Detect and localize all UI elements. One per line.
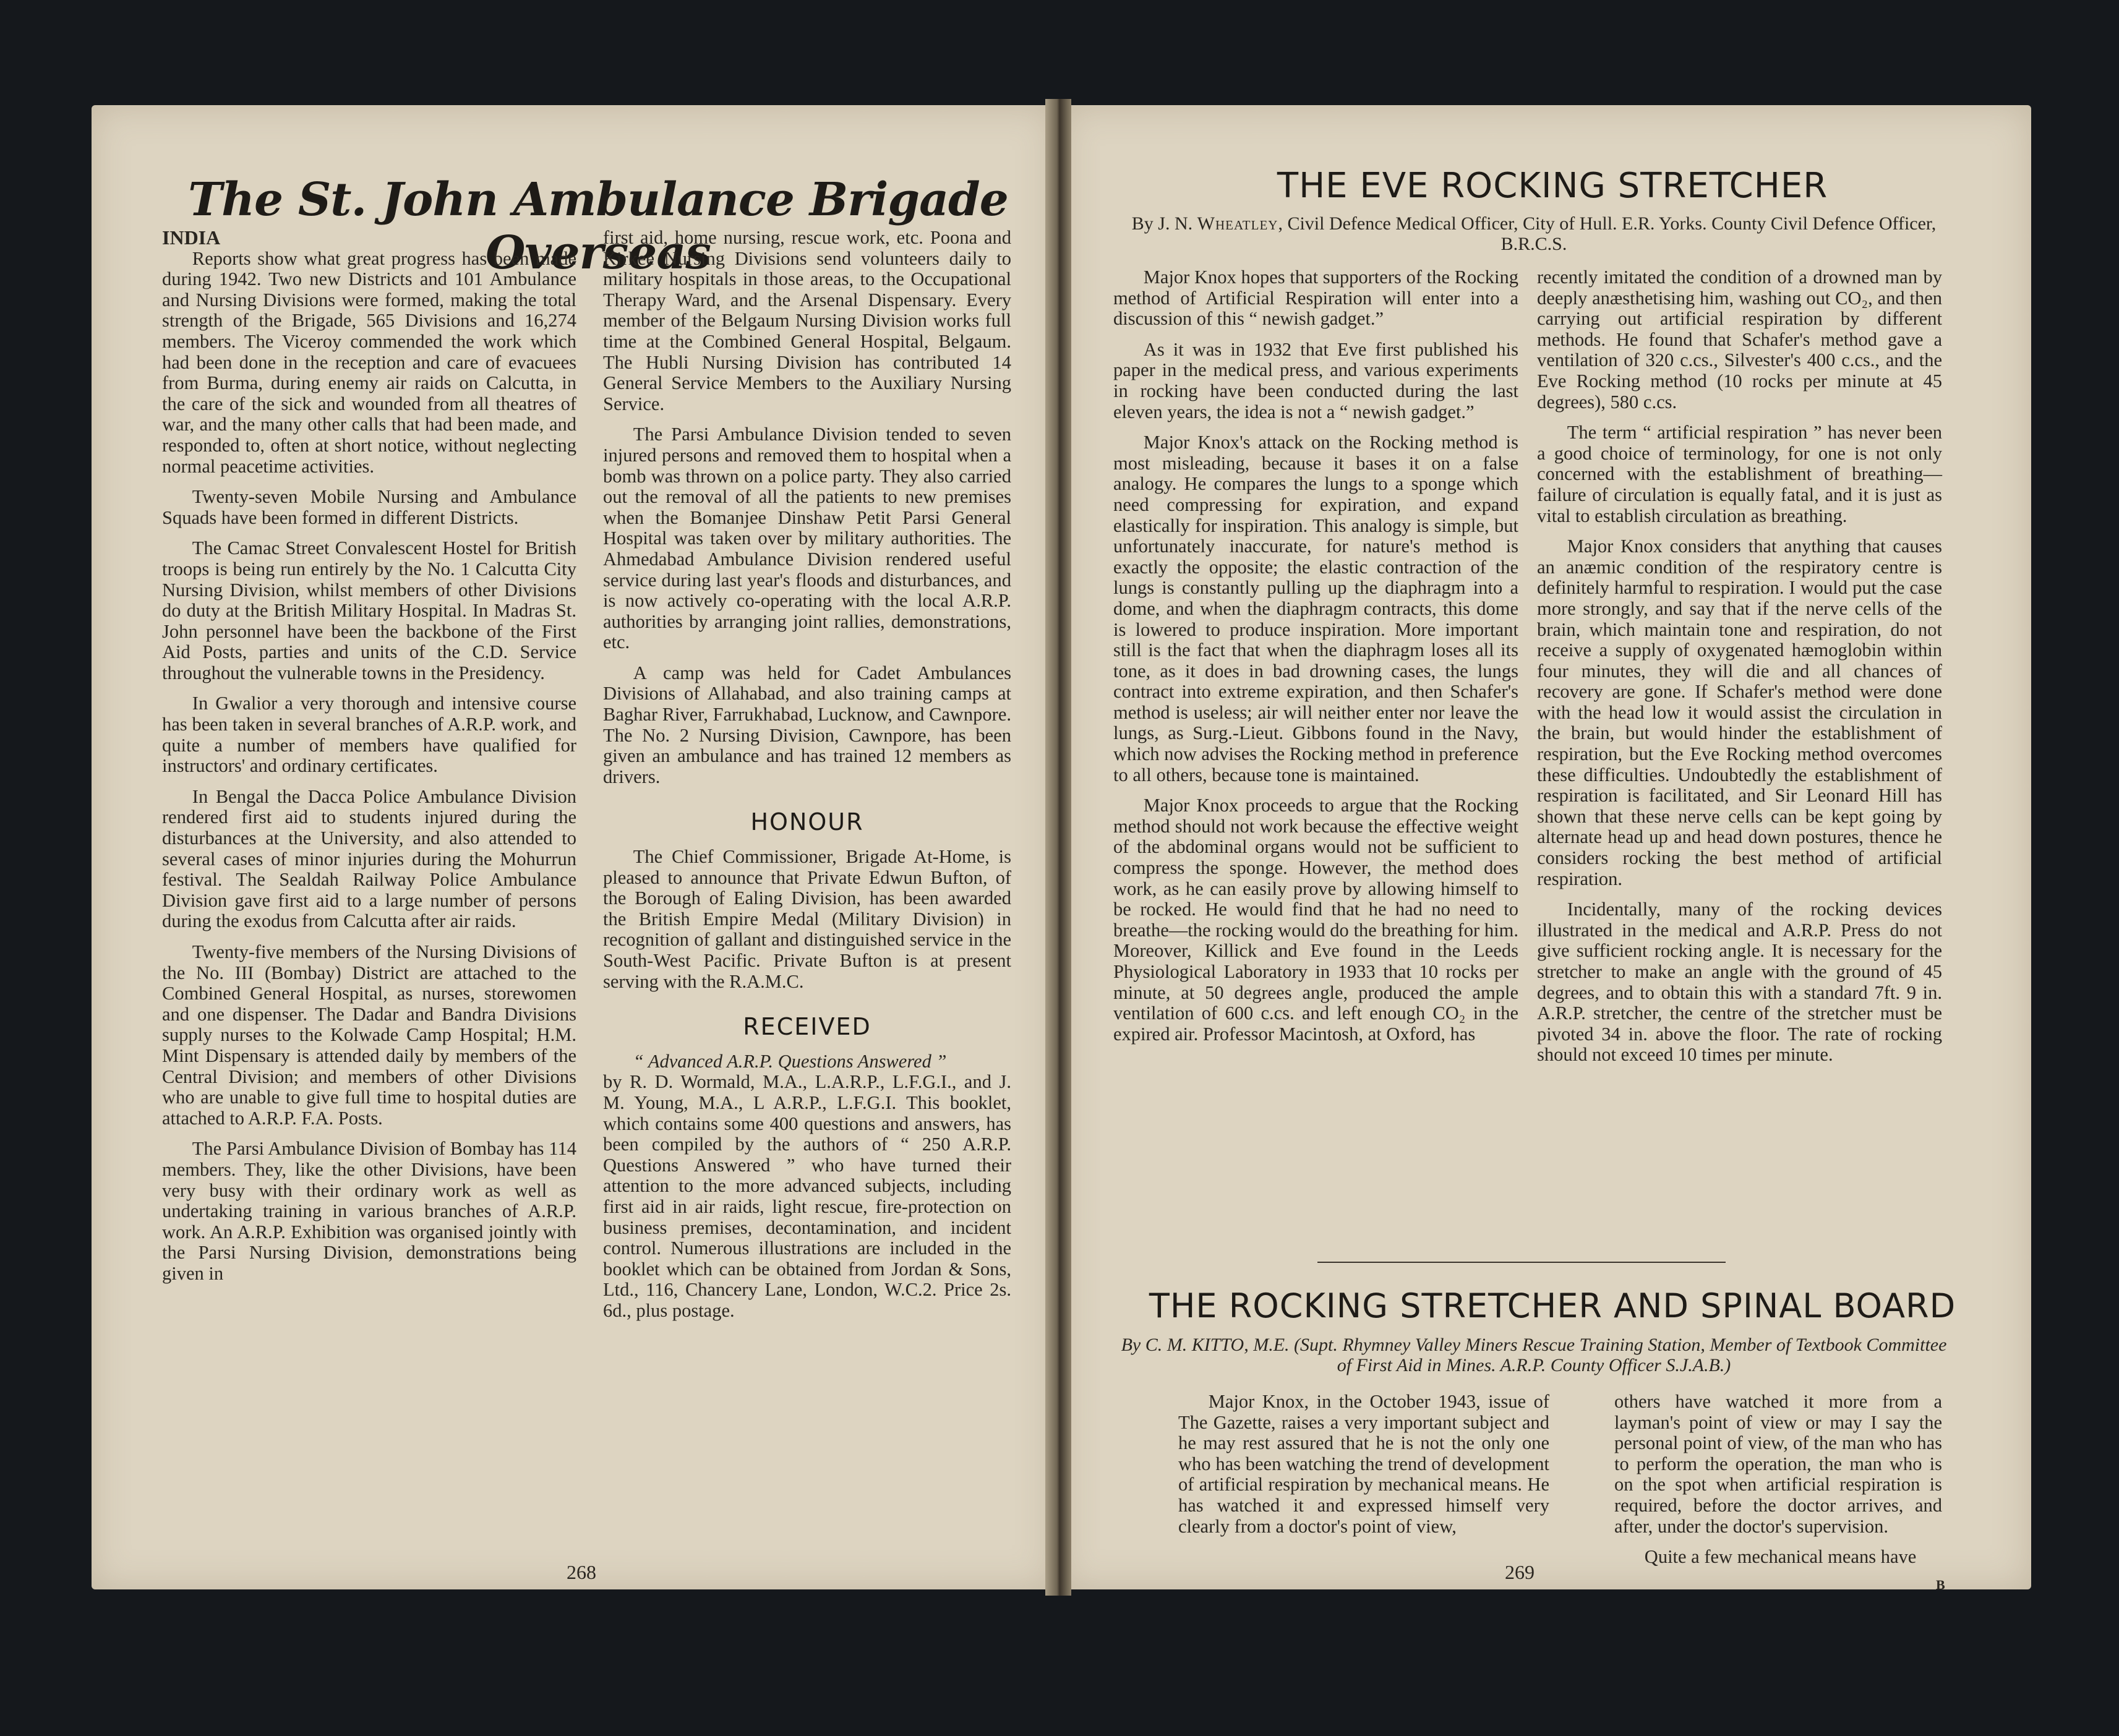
right-column-4 xyxy=(1614,1392,1942,1578)
article-title-2: THE ROCKING STRETCHER AND SPINAL BOARD xyxy=(1149,1286,1956,1325)
paragraph: recently imitated the condition of a drowned man by deeply anæsthetising him, washing out CO₂, and then carrying out artificial respiration by different methods. He found that Schafer's method gave a ventilation of 320 c.cs., Silvester's 400 c.cs., and the Eve Rocking method (10 rocks per minute at 45 degrees), 580 c.cs. xyxy=(1537,267,1942,413)
right-column-1 xyxy=(1113,267,1518,1054)
right-column-3 xyxy=(1178,1392,1549,1547)
left-column-1 xyxy=(162,228,576,1294)
paragraph: Major Knox, in the October 1943, issue of The Gazette, raises a very important subject and he may rest assured that he is not the only one who has been watching the trend of development of artificial respiration by mechanical means. He has watched it and expressed himself very clearly from a doctor's point of view, xyxy=(1178,1391,1549,1537)
article-title: THE EVE ROCKING STRETCHER xyxy=(1277,166,1828,206)
paragraph: The Camac Street Convalescent Hostel for British troops is being run entirely by the No. 1 Calcutta City Nursing Division, whilst members of other Divisions do duty at the British Military Hospital. In Madras St. John personnel have been the backbone of the First Aid Posts, parties and units of the C.D. Service throughout the vulnerable towns in the Presidency. xyxy=(162,537,576,683)
paragraph: first aid, home nursing, rescue work, etc. Poona and Kirkee Nursing Divisions send volunteers daily to military hospitals in those areas, to the Occupational Therapy Ward, and the Arsenal Dispensary. Every member of the Belgaum Nursing Division works full time at the Combined General Hospital, Belgaum. The Hubli Nursing Division has contributed 14 General Service Members to the Auxiliary Nursing Service. xyxy=(603,227,1011,414)
book-gutter xyxy=(1045,99,1071,1596)
paragraph: As it was in 1932 that Eve first published his paper in the medical press, and various experiments in rocking have been conducted during the last eleven years, the idea is not a “ newish gadget.” xyxy=(1113,338,1518,422)
article-byline xyxy=(1107,213,1961,254)
india-heading: INDIA xyxy=(162,226,221,249)
received-book-title: “ Advanced A.R.P. Questions Answered ” xyxy=(633,1050,947,1072)
paragraph: Twenty-five members of the Nursing Divisions of the No. III (Bombay) District are attached to the Combined General Hospital, as nurses, storewomen and one dispenser. The Dadar and Bandra Divisions supply nurses to the Kolwade Camp Hospital; H.M. Mint Dispensary is attended daily by members of the Central Division; and members of other Divisions who are unable to give full time to hospital duties are attached to A.R.P. F.A. Posts. xyxy=(162,941,576,1129)
paragraph: by R. D. Wormald, M.A., L.A.R.P., L.F.G.I., and J. M. Young, M.A., L A.R.P., L.F.G.I. This booklet, which contains some 400 questions and answers, has been compiled by the authors of “ 250 A.R.P. Questions Answered ” who have turned their attention to the more advanced subjects, including first aid in air raids, light rescue, fire-protection on business premises, decontamination, and incident control. Numerous illustrations are included in the booklet which can be obtained from Jordan & Sons, Ltd., 116, Chancery Lane, London, W.C.2. Price 2s. 6d., plus postage. xyxy=(603,1071,1011,1321)
signature-mark: B xyxy=(1936,1577,1945,1593)
paragraph: Twenty-seven Mobile Nursing and Ambulance Squads have been formed in different Districts. xyxy=(162,486,576,528)
paragraph: The Parsi Ambulance Division tended to seven injured persons and removed them to hospital when a bomb was thrown on a police party. They also carried out the removal of all the patients to new premises when the Bomanjee Dinshaw Petit Parsi General Hospital was taken over by military authorities. The Ahmedabad Ambulance Division rendered useful service during last year's floods and disturbances, and is now actively co-operating with the local A.R.P. authorities by arranging joint rallies, demonstrations, etc. xyxy=(603,424,1011,653)
paragraph: Major Knox hopes that supporters of the Rocking method of Artificial Respiration will enter into a discussion of this “ newish gadget.” xyxy=(1113,267,1518,330)
paragraph: The Parsi Ambulance Division of Bombay has 114 members. They, like the other Divisions, have been very busy with their ordinary work as well as undertaking training in various branches of A.R.P. work. An A.R.P. Exhibition was organised jointly with the Parsi Nursing Division, demonstrations being given in xyxy=(162,1138,576,1284)
received-heading: RECEIVED xyxy=(743,1013,871,1041)
paragraph: Quite a few mechanical means have xyxy=(1644,1546,1917,1568)
page-number-left: 268 xyxy=(567,1561,596,1583)
left-column-2 xyxy=(603,228,1011,1332)
byline-author: Wheatley xyxy=(1197,213,1278,234)
paragraph: Major Knox's attack on the Rocking method is most misleading, because it bases it on a false analogy. He compares the lungs to a sponge which need compressing for expiration, and expand elastically for inspiration. This analogy is simple, but unfortunately inaccurate, for nature's method is exactly the opposite; the elastic contraction of the lungs is constantly pulling up the diaphragm into a dome, and when the diaphragm contracts, this dome is lowered to produce inspiration. More important still is the fact that when the diaphragm loses all its tone, as it does in bad drowning cases, the lungs contract into extreme expiration, and then Schafer's method is useless; air will neither enter nor leave the lungs, as Surg.-Lieut. Gibbons found in the Navy, which now advises the Rocking method in preference to all others, because tone is maintained. xyxy=(1113,432,1518,785)
section-divider xyxy=(1317,1262,1726,1263)
paragraph: others have watched it more from a layman's point of view or may I say the personal point of view, of the man who has to perform the operation, the man who is on the spot when artificial respiration is required, before the doctor arrives, and after, under the doctor's supervision. xyxy=(1614,1391,1942,1537)
article-byline-2: By C. M. KITTO, M.E. (Supt. Rhymney Valley Miners Rescue Training Station, Member of Textbook Committee of First Aid in Mines. A.R.P. County Officer S.J.A.B.) xyxy=(1121,1335,1947,1375)
paragraph: A camp was held for Cadet Ambulances Divisions of Allahabad, and also training camps at Baghar River, Farrukhabad, Lucknow, and Cawnpore. The No. 2 Nursing Division, Cawnpore, has been given an ambulance and has trained 12 members as drivers. xyxy=(603,662,1011,787)
paragraph: The term “ artificial respiration ” has never been a good choice of terminology, for one is not only concerned with the establishment of breathing—failure of circulation is equally fatal, and it is just as vital to establish circulation as breathing. xyxy=(1537,422,1942,526)
paragraph: Incidentally, many of the rocking devices illustrated in the medical and A.R.P. Press do not give sufficient rocking angle. It is necessary for the stretcher to make an angle with the ground of 45 degrees, and to obtain this with a standard 7ft. 9 in. A.R.P. stretcher, the centre of the stretcher must be pivoted 34 in. above the floor. The rate of rocking should not exceed 10 times per minute. xyxy=(1537,899,1942,1066)
paragraph: Major Knox considers that anything that causes an anæmic condition of the respiratory centre is definitely harmful to respiration. I would put the case more strongly, and say that if the nerve cells of the brain, which maintain tone and respiration, do not receive a supply of oxygenated hæmoglobin within four minutes, they will die and all chances of recovery are gone. If Schafer's method were done with the head low it would assist the circulation in the brain, but would hinder the establishment of respiration, but the Eve Rocking method overcomes these difficulties. Undoubtedly the establishment of respiration is facilitated, and Sir Leonard Hill has shown that these nerve cells can be kept going by alternate head up and head down postures, thence he considers rocking the best method of artificial respiration. xyxy=(1537,536,1942,889)
page-number-right: 269 xyxy=(1505,1561,1535,1583)
byline-lead: By J. N. xyxy=(1131,213,1197,234)
masthead-title: The St. John Ambulance Brigade Overseas xyxy=(188,173,1008,280)
paragraph: The Chief Commissioner, Brigade At-Home, is pleased to announce that Private Edwun Bufton, of the Borough of Ealing Division, has been awarded the British Empire Medal (Military Division) in recognition of gallant and distinguished service in the South-West Pacific. Private Bufton is at present serving with the R.A.M.C. xyxy=(603,846,1011,992)
paragraph: In Gwalior a very thorough and intensive course has been taken in several branches of A.R.P. work, and quite a number of members have qualified for instructors' and ordinary certificates. xyxy=(162,693,576,777)
paragraph: Reports show what great progress has been made during 1942. Two new Districts and 101 Ambulance and Nursing Divisions were formed, making the total strength of the Brigade, 565 Divisions and 16,274 members. The Viceroy commended the work which had been done in the reception and care of evacuees from Burma, during enemy air raids on Calcutta, in the care of the sick and wounded from all theatres of war, and the many other calls that had been made, and responded to, often at short notice, without neglecting normal peacetime activities. xyxy=(162,247,576,477)
paragraph: Major Knox proceeds to argue that the Rocking method should not work because the effective weight of the abdominal organs would not be sufficient to compress the sponge. However, the method does work, as he can easily prove by allowing himself to be rocked. He would find that he had no need to breathe—the rocking would do the breathing for him. Moreover, Killick and Eve found in the Leeds Physiological Laboratory in 1933 that 10 rocks per minute, at 50 degrees angle, produced the ample ventilation of 600 c.cs. and left enough CO₂ in the expired air. Professor Macintosh, at Oxford, has xyxy=(1113,795,1518,1045)
right-column-2 xyxy=(1537,267,1942,1075)
honour-heading: HONOUR xyxy=(750,808,864,836)
byline-affiliation: , Civil Defence Medical Officer, City of Hull. E.R. Yorks. County Civil Defence Officer, B.R.C.S. xyxy=(1278,213,1937,254)
paragraph: In Bengal the Dacca Police Ambulance Division rendered first aid to students injured during the disturbances at the University, and also attended to several cases of minor injuries during the Mohurrun festival. The Sealdah Railway Police Ambulance Division gave first aid to a large number of persons during the exodus from Calcutta after air raids. xyxy=(162,785,576,932)
